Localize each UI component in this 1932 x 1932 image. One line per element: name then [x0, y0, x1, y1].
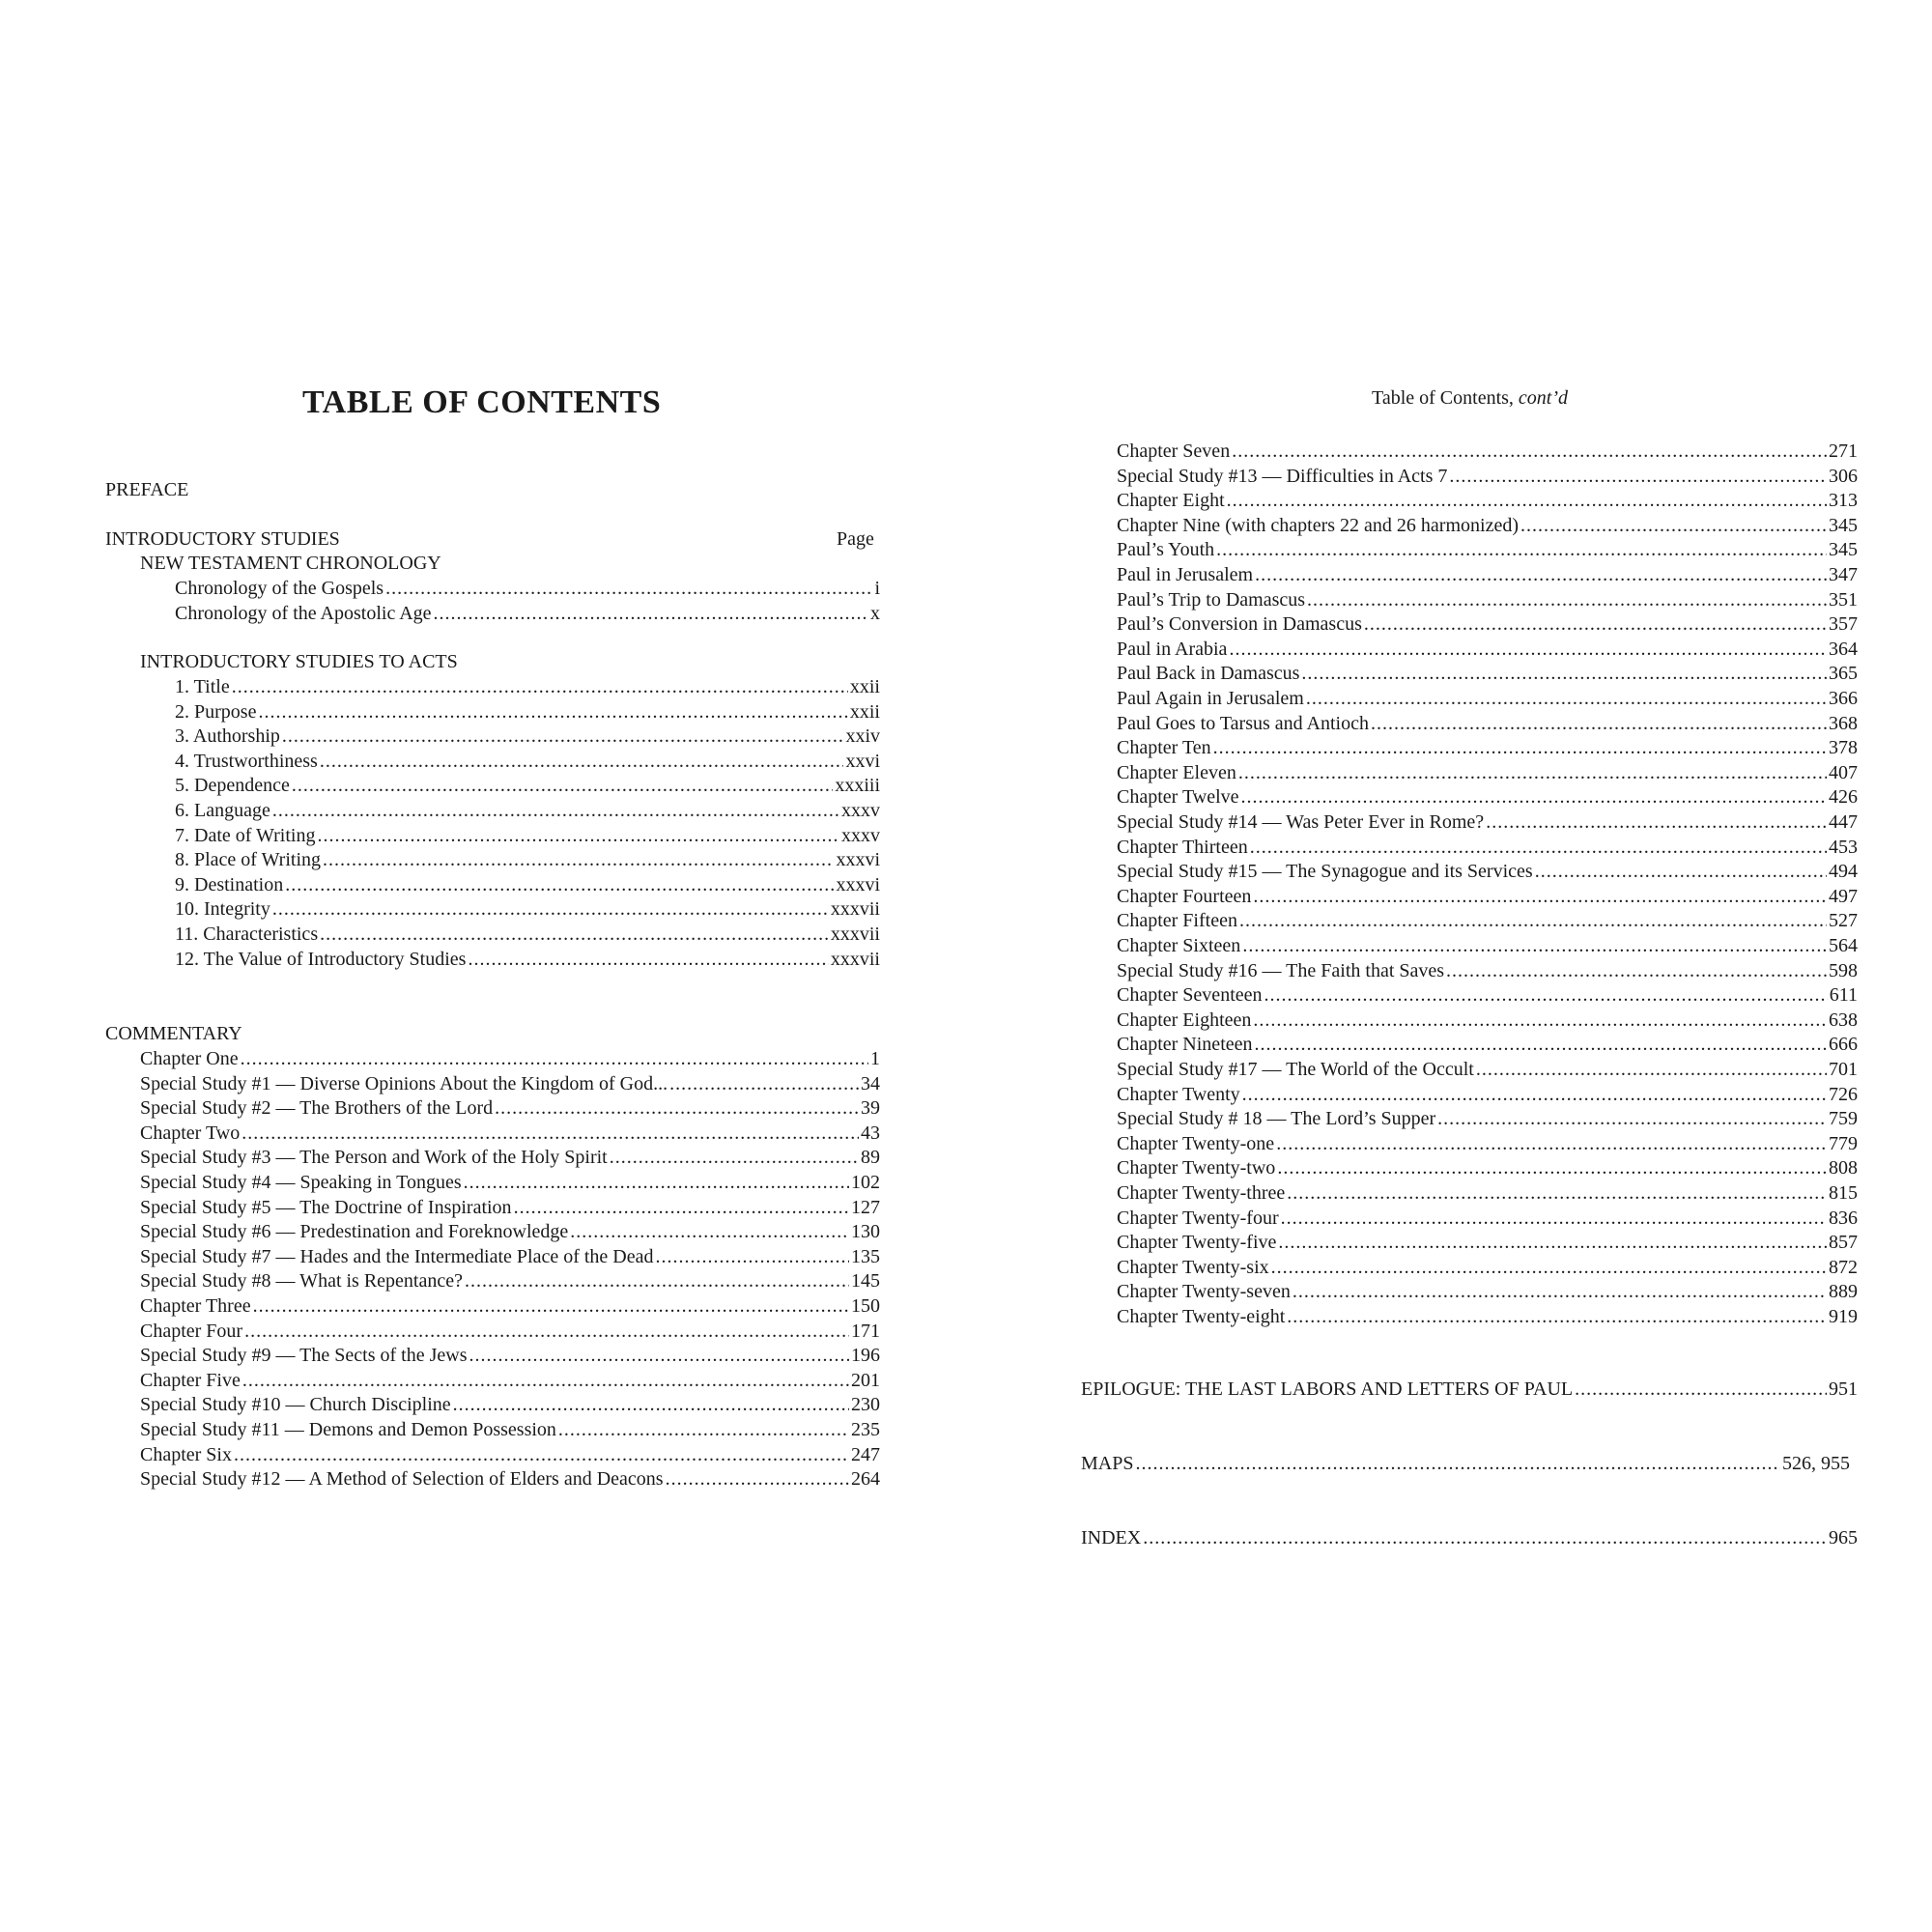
toc-entry-label: Chapter Nine (with chapters 22 and 26 harmonized) [1117, 514, 1519, 536]
toc-entry [1081, 1378, 1858, 1401]
toc-entry-label: 10. Integrity [175, 898, 270, 921]
dot-leader [1371, 712, 1827, 735]
toc-entry [1117, 514, 1858, 537]
dot-leader [1293, 1280, 1827, 1303]
toc-entry-page: 368 [1829, 712, 1858, 734]
toc-entry [140, 1047, 880, 1070]
toc-entry-label: Chapter Fourteen [1117, 885, 1252, 907]
dot-leader [385, 577, 872, 600]
toc-entry-page: 611 [1829, 984, 1858, 1007]
toc-entry-page: 666 [1829, 1034, 1858, 1056]
dot-leader [241, 1047, 868, 1070]
toc-entry [175, 602, 880, 625]
toc-entry [1117, 1107, 1858, 1130]
toc-entry-page: 39 [861, 1097, 880, 1120]
dot-leader [282, 724, 844, 748]
toc-entry-page: 271 [1829, 440, 1858, 462]
toc-entry [140, 1369, 880, 1392]
toc-entry [1117, 1009, 1858, 1032]
toc-entry-page: 564 [1829, 935, 1858, 956]
dot-leader [1232, 440, 1827, 463]
dot-leader [1276, 1132, 1827, 1155]
toc-entry [1117, 1083, 1858, 1106]
toc-entry [1117, 836, 1858, 859]
toc-entry-page: 759 [1829, 1108, 1858, 1130]
toc-entry-label: Chapter Seven [1117, 440, 1231, 462]
toc-entry [175, 750, 880, 773]
toc-entry-page: 889 [1829, 1281, 1858, 1303]
toc-entry-page: 1 [870, 1048, 880, 1069]
toc-entry-label: 12. The Value of Introductory Studies [175, 948, 467, 970]
toc-entry [1117, 959, 1858, 982]
toc-entry-page: 135 [851, 1245, 880, 1267]
toc-entry-label: Special Study #1 — Diverse Opinions About the Kingdom of God... [140, 1072, 668, 1094]
toc-entry-page: 264 [851, 1468, 880, 1491]
dot-leader [1287, 1305, 1827, 1328]
dot-leader [1229, 638, 1827, 661]
toc-entry-label: Paul Again in Jerusalem [1117, 688, 1304, 709]
toc-entry [140, 1072, 880, 1095]
toc-entry-page: xxiv [845, 725, 880, 748]
toc-entry [1117, 465, 1858, 488]
toc-entry-label: Paul in Arabia [1117, 638, 1228, 660]
toc-entry-page: 247 [851, 1443, 880, 1465]
toc-entry [1117, 1033, 1858, 1056]
toc-entry-label: Special Study #9 — The Sects of the Jews [140, 1345, 468, 1367]
toc-entry-label: Special Study # 18 — The Lord’s Supper [1117, 1108, 1436, 1130]
toc-entry [1117, 1280, 1858, 1303]
toc-entry [175, 700, 880, 724]
toc-entry [175, 577, 880, 600]
toc-entry-page: 965 [1829, 1527, 1858, 1548]
toc-entry-label: Special Study #13 — Difficulties in Acts 7 [1117, 465, 1448, 487]
intro-acts-heading: INTRODUCTORY STUDIES TO ACTS [140, 651, 458, 672]
toc-entry-page: xxxvi [836, 873, 880, 895]
toc-entry-page: 366 [1829, 688, 1858, 709]
dot-leader [610, 1146, 859, 1169]
toc-entry [1081, 1526, 1858, 1549]
toc-entry [1117, 810, 1858, 834]
dot-leader [1486, 810, 1827, 834]
dot-leader [1143, 1526, 1827, 1549]
dot-leader [464, 1171, 849, 1194]
toc-entry-label: Chapter Twenty-seven [1117, 1281, 1291, 1303]
toc-entry-label: 2. Purpose [175, 700, 257, 723]
toc-entry [1117, 885, 1858, 908]
toc-entry [1117, 563, 1858, 586]
toc-entry [140, 1269, 880, 1293]
dot-leader [244, 1320, 849, 1343]
dot-leader [317, 824, 839, 847]
dot-leader [1307, 588, 1827, 611]
toc-entry [175, 948, 880, 971]
toc-entry-page: 364 [1829, 638, 1858, 660]
continued-title [1372, 387, 1568, 410]
toc-entry-page: 951 [1829, 1378, 1858, 1400]
toc-entry-page: 497 [1829, 885, 1858, 907]
toc-entry-label: Special Study #16 — The Faith that Saves [1117, 959, 1445, 981]
dot-leader [469, 1344, 849, 1367]
toc-entry-label: Chapter Twenty [1117, 1083, 1240, 1105]
dot-leader [666, 1467, 849, 1491]
toc-entry-page: 351 [1829, 588, 1858, 611]
toc-entry-label: Special Study #6 — Predestination and Foreknowledge [140, 1221, 569, 1243]
toc-entry-label: Special Study #4 — Speaking in Tongues [140, 1172, 462, 1193]
toc-entry [1117, 1256, 1858, 1279]
dot-leader [1238, 761, 1827, 784]
toc-entry [1117, 1207, 1858, 1230]
toc-entry-page: 815 [1829, 1182, 1858, 1204]
dot-leader [1242, 1083, 1827, 1106]
toc-entry-label: 1. Title [175, 676, 230, 697]
dot-leader [1255, 1033, 1828, 1056]
toc-entry-label: Chapter Sixteen [1117, 935, 1241, 956]
continued-suffix: cont’d [1518, 387, 1568, 409]
toc-entry-page: xxxvi [836, 849, 880, 871]
toc-entry [1117, 489, 1858, 512]
toc-entry [175, 923, 880, 946]
toc-entry-page: 365 [1829, 663, 1858, 685]
dot-leader [1437, 1107, 1827, 1130]
toc-entry-page: xxvi [845, 750, 880, 772]
dot-leader [1213, 736, 1827, 759]
toc-entry-page: xxxvii [830, 923, 880, 945]
toc-entry-label: Chapter One [140, 1048, 239, 1069]
dot-leader [285, 873, 834, 896]
toc-entry-label: Chapter Twenty-four [1117, 1207, 1279, 1229]
dot-leader [558, 1418, 849, 1441]
toc-entry-label: Special Study #15 — The Synagogue and its Services [1117, 861, 1533, 883]
toc-entry [140, 1096, 880, 1120]
dot-leader [1301, 662, 1827, 685]
page-title: TABLE OF CONTENTS [302, 384, 662, 420]
toc-entry [175, 675, 880, 698]
dot-leader [320, 923, 829, 946]
dot-leader [292, 774, 834, 797]
toc-entry [140, 1146, 880, 1169]
toc-entry-label: 5. Dependence [175, 775, 290, 797]
toc-entry-page: 872 [1829, 1256, 1858, 1278]
toc-entry-label: Chronology of the Gospels [175, 578, 384, 599]
toc-entry-page: 127 [851, 1196, 880, 1218]
dot-leader [234, 1443, 849, 1466]
toc-entry-label: Chapter Ten [1117, 737, 1211, 759]
toc-entry-page: xxxv [841, 800, 880, 821]
toc-entry-label: Paul Back in Damascus [1117, 663, 1300, 685]
toc-entry [1117, 934, 1858, 957]
toc-entry [1117, 687, 1858, 710]
toc-entry-label: Chapter Five [140, 1369, 241, 1391]
toc-entry-label: Chapter Eighteen [1117, 1009, 1252, 1031]
toc-entry-page: 230 [851, 1394, 880, 1416]
toc-entry [140, 1467, 880, 1491]
toc-entry [1117, 712, 1858, 735]
continued-title-text: Table of Contents, [1372, 387, 1519, 409]
toc-entry-label: Chapter Eleven [1117, 761, 1236, 783]
toc-entry-page: 43 [861, 1122, 880, 1144]
toc-entry-page: xxxvii [830, 948, 880, 970]
toc-entry-page: 453 [1829, 836, 1858, 858]
toc-entry-page: 102 [851, 1172, 880, 1193]
toc-entry-label: Paul Goes to Tarsus and Antioch [1117, 712, 1369, 734]
toc-entry-label: Chapter Eight [1117, 490, 1225, 512]
toc-entry [1117, 588, 1858, 611]
preface-heading: PREFACE [105, 479, 189, 500]
toc-entry-label: 4. Trustworthiness [175, 750, 318, 772]
dot-leader [272, 799, 839, 822]
toc-entry [1117, 860, 1858, 883]
intro-studies-heading: INTRODUCTORY STUDIES [105, 528, 340, 550]
toc-entry-page: 447 [1829, 811, 1858, 833]
dot-leader [1264, 983, 1828, 1007]
toc-entry-label: Chapter Two [140, 1122, 241, 1144]
toc-entry-label: Paul in Jerusalem [1117, 564, 1254, 585]
dot-leader [253, 1294, 849, 1318]
dot-leader [1287, 1181, 1827, 1205]
toc-entry-page: xxii [849, 700, 880, 723]
toc-entry [140, 1443, 880, 1466]
toc-entry-label: INDEX [1081, 1527, 1142, 1548]
toc-entry-page: 527 [1829, 910, 1858, 932]
toc-entry-label: Special Study #10 — Church Discipline [140, 1394, 451, 1416]
dot-leader [495, 1096, 859, 1120]
toc-entry-label: Chapter Thirteen [1117, 836, 1248, 858]
toc-entry-label: Chapter Twenty-eight [1117, 1306, 1286, 1327]
toc-entry-page: 345 [1829, 514, 1858, 536]
toc-entry-label: Special Study #14 — Was Peter Ever in Rome? [1117, 811, 1485, 833]
nt-chronology-heading: NEW TESTAMENT CHRONOLOGY [140, 553, 441, 574]
dot-leader [232, 675, 848, 698]
toc-entry-label: Paul’s Trip to Damascus [1117, 588, 1306, 611]
dot-leader [570, 1220, 849, 1243]
dot-leader [320, 750, 844, 773]
toc-entry [1117, 1181, 1858, 1205]
toc-entry-page: xxxvii [830, 898, 880, 921]
toc-entry-page: xxii [849, 676, 880, 697]
toc-entry-label: Special Study #5 — The Doctrine of Inspiration [140, 1196, 512, 1218]
toc-entry-page: 235 [851, 1419, 880, 1440]
dot-leader [242, 1122, 859, 1145]
toc-entry [1117, 1156, 1858, 1179]
dot-leader [1239, 909, 1827, 932]
dot-leader [1255, 563, 1827, 586]
toc-entry-label: Special Study #11 — Demons and Demon Possession [140, 1419, 556, 1440]
toc-entry-page: 357 [1829, 613, 1858, 636]
toc-entry-label: Chapter Three [140, 1295, 251, 1317]
dot-leader [1535, 860, 1827, 883]
toc-entry [175, 774, 880, 797]
toc-entry-page: 201 [851, 1369, 880, 1391]
toc-entry-label: Chapter Twenty-five [1117, 1232, 1277, 1254]
toc-entry-page: 701 [1829, 1059, 1858, 1080]
toc-entry [140, 1393, 880, 1416]
toc-entry-label: Chapter Twenty-two [1117, 1157, 1276, 1179]
toc-entry-page: 857 [1829, 1232, 1858, 1254]
toc-entry-page: 171 [851, 1320, 880, 1342]
dot-leader [1446, 959, 1827, 982]
dot-leader [514, 1196, 849, 1219]
dot-leader [1253, 885, 1827, 908]
toc-entry [1117, 638, 1858, 661]
toc-entry-label: Chapter Nineteen [1117, 1034, 1253, 1056]
toc-entry-label: Chapter Twenty-one [1117, 1132, 1275, 1154]
toc-entry-label: 11. Characteristics [175, 923, 319, 945]
toc-entry-page: 808 [1829, 1157, 1858, 1179]
toc-entry-label: Chapter Twenty-three [1117, 1182, 1286, 1204]
dot-leader [434, 602, 868, 625]
toc-entry-label: MAPS [1081, 1453, 1134, 1474]
toc-entry [140, 1196, 880, 1219]
dot-leader [453, 1393, 849, 1416]
toc-entry-page: 638 [1829, 1009, 1858, 1031]
toc-entry-label: Paul’s Youth [1117, 539, 1215, 561]
toc-entry-label: Chronology of the Apostolic Age [175, 602, 432, 624]
toc-entry-page: x [870, 602, 880, 624]
toc-entry-label: 8. Place of Writing [175, 849, 322, 871]
toc-entry [175, 724, 880, 748]
dot-leader [1306, 687, 1827, 710]
toc-entry [175, 824, 880, 847]
toc-entry-page: 726 [1829, 1083, 1858, 1105]
toc-entry-page: 598 [1829, 959, 1858, 981]
toc-entry-label: EPILOGUE: THE LAST LABORS AND LETTERS OF PAUL [1081, 1378, 1574, 1400]
dot-leader [468, 948, 828, 971]
toc-entry-page: 779 [1829, 1132, 1858, 1154]
dot-leader [272, 897, 829, 921]
toc-entry-page: 919 [1829, 1306, 1858, 1327]
dot-leader [1271, 1256, 1827, 1279]
toc-entry [175, 799, 880, 822]
dot-leader [1242, 934, 1827, 957]
toc-entry-page: 89 [861, 1147, 880, 1169]
toc-entry-label: Special Study #7 — Hades and the Intermediate Place of the Dead [140, 1245, 654, 1267]
toc-entry [1117, 1305, 1858, 1328]
toc-entry-label: Chapter Twelve [1117, 786, 1239, 809]
toc-entry [140, 1344, 880, 1367]
toc-entry-label: Special Study #8 — What is Repentance? [140, 1270, 463, 1293]
toc-entry-label: Special Study #17 — The World of the Occult [1117, 1059, 1474, 1080]
dot-leader [1277, 1156, 1827, 1179]
toc-entry-page: 378 [1829, 737, 1858, 759]
toc-entry [1117, 761, 1858, 784]
toc-entry [140, 1171, 880, 1194]
toc-entry [140, 1294, 880, 1318]
toc-entry-label: 7. Date of Writing [175, 824, 316, 846]
toc-entry-page: xxxv [841, 824, 880, 846]
dot-leader [1227, 489, 1827, 512]
toc-entry-label: Special Study #12 — A Method of Selection of Elders and Deacons [140, 1468, 664, 1491]
toc-entry-label: Special Study #2 — The Brothers of the Lord [140, 1097, 494, 1120]
toc-entry-page: 407 [1829, 761, 1858, 783]
toc-entry [140, 1418, 880, 1441]
toc-entry-page: 145 [851, 1270, 880, 1293]
dot-leader [1135, 1452, 1780, 1475]
toc-entry-page: 836 [1829, 1207, 1858, 1229]
toc-entry-page: 306 [1829, 465, 1858, 487]
toc-entry-page: 345 [1829, 539, 1858, 561]
toc-entry-page: 313 [1829, 490, 1858, 512]
dot-leader [1281, 1207, 1827, 1230]
dot-leader [1449, 465, 1827, 488]
dot-leader [1476, 1058, 1827, 1081]
toc-entry-page: 526, 955 [1782, 1453, 1850, 1474]
dot-leader [258, 700, 847, 724]
toc-entry [1117, 1231, 1858, 1254]
dot-leader [323, 848, 834, 871]
toc-entry-label: 6. Language [175, 800, 270, 821]
toc-entry-label: Chapter Fifteen [1117, 910, 1237, 932]
toc-entry [175, 873, 880, 896]
toc-entry [1117, 1132, 1858, 1155]
toc-entry [1117, 612, 1858, 636]
dot-leader [1278, 1231, 1827, 1254]
dot-leader [669, 1072, 859, 1095]
toc-entry [1117, 440, 1858, 463]
dot-leader [1253, 1009, 1827, 1032]
page-column-label: Page [837, 528, 874, 550]
toc-entry [140, 1245, 880, 1268]
toc-entry [1117, 1058, 1858, 1081]
toc-entry-page: 426 [1829, 786, 1858, 809]
dot-leader [1575, 1378, 1827, 1401]
toc-entry [1117, 909, 1858, 932]
dot-leader [465, 1269, 849, 1293]
toc-entry-page: 196 [851, 1345, 880, 1367]
commentary-heading: COMMENTARY [105, 1023, 242, 1044]
dot-leader [242, 1369, 849, 1392]
toc-entry-page: 34 [861, 1072, 880, 1094]
toc-entry [1117, 736, 1858, 759]
toc-entry [1081, 1452, 1850, 1475]
toc-entry [140, 1320, 880, 1343]
toc-entry-page: 150 [851, 1295, 880, 1317]
toc-entry [1117, 662, 1858, 685]
toc-entry-label: Paul’s Conversion in Damascus [1117, 613, 1362, 636]
toc-entry-label: 9. Destination [175, 873, 284, 895]
toc-entry [175, 897, 880, 921]
toc-entry-page: 347 [1829, 564, 1858, 585]
dot-leader [656, 1245, 850, 1268]
toc-entry [1117, 538, 1858, 561]
toc-entry-page: xxxiii [835, 775, 880, 797]
toc-entry-page: i [874, 578, 880, 599]
dot-leader [1520, 514, 1827, 537]
toc-entry-label: Chapter Six [140, 1443, 232, 1465]
dot-leader [1216, 538, 1827, 561]
toc-entry-label: 3. Authorship [175, 725, 280, 748]
dot-leader [1364, 612, 1827, 636]
toc-entry-label: Chapter Twenty-six [1117, 1256, 1269, 1278]
toc-entry-page: 130 [851, 1221, 880, 1243]
toc-entry [140, 1122, 880, 1145]
toc-entry-label: Special Study #3 — The Person and Work of the Holy Spirit [140, 1147, 608, 1169]
toc-entry-page: 494 [1829, 861, 1858, 883]
toc-entry [175, 848, 880, 871]
dot-leader [1241, 785, 1827, 809]
toc-entry-label: Chapter Seventeen [1117, 984, 1263, 1007]
toc-entry-label: Chapter Four [140, 1320, 243, 1342]
toc-entry [140, 1220, 880, 1243]
toc-entry [1117, 785, 1858, 809]
toc-entry [1117, 983, 1858, 1007]
dot-leader [1250, 836, 1827, 859]
